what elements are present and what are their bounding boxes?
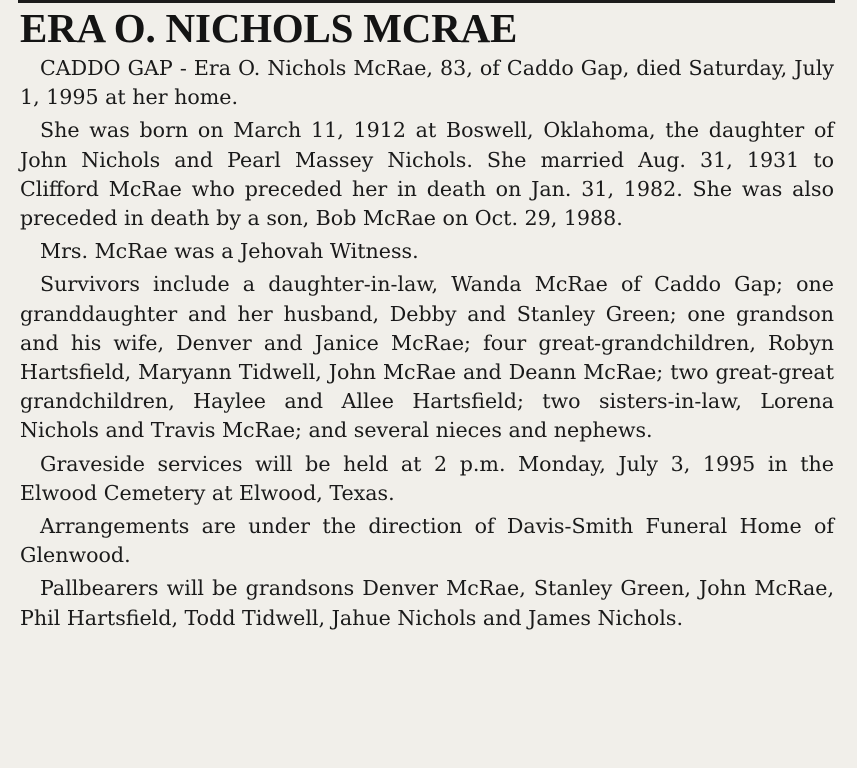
paragraph-arrangements: Arrangements are under the direction of Davis-Smith Funeral Home of Glenwood.	[20, 514, 834, 568]
paragraph-services: Graveside services will be held at 2 p.m. Monday, July 3, 1995 in the Elwood Cemetery at Elwood, Texas.	[20, 451, 834, 505]
paragraph-death-notice: CADDO GAP - Era O. Nichols McRae, 83, of Caddo Gap, died Saturday, July 1, 1995 at her home.	[20, 56, 834, 110]
paragraph-survivors: Survivors include a daughter-in-law, Wanda McRae of Caddo Gap; one granddaughter and her husband, Debby and Stanley Green; one grandson and his wife, Denver and Janice McRae; four great-grandchildren, Robyn Hartsfield, Maryann Tidwell, John McRae and Deann McRae; two great-great grandchildren, Haylee and Allee Hartsfield; two sisters-in-law, Lorena Nichols and Travis McRae; and several nieces and nephews.	[20, 272, 834, 443]
paragraph-biography: She was born on March 11, 1912 at Boswell, Oklahoma, the daughter of John Nichols and Pearl Massey Nichols. She married Aug. 31, 1931 to Clifford McRae who preceded her in death on Jan. 31, 1982. She was also preceded in death by a son, Bob McRae on Oct. 29, 1988.	[20, 118, 834, 231]
paragraph-religion: Mrs. McRae was a Jehovah Witness.	[40, 239, 419, 264]
obituary-headline: ERA O. NICHOLS MCRAE	[20, 5, 518, 51]
paragraph-pallbearers: Pallbearers will be grandsons Denver McRae, Stanley Green, John McRae, Phil Hartsfield, Todd Tidwell, Jahue Nichols and James Nichols.	[20, 576, 834, 630]
obituary-body	[20, 54, 834, 633]
